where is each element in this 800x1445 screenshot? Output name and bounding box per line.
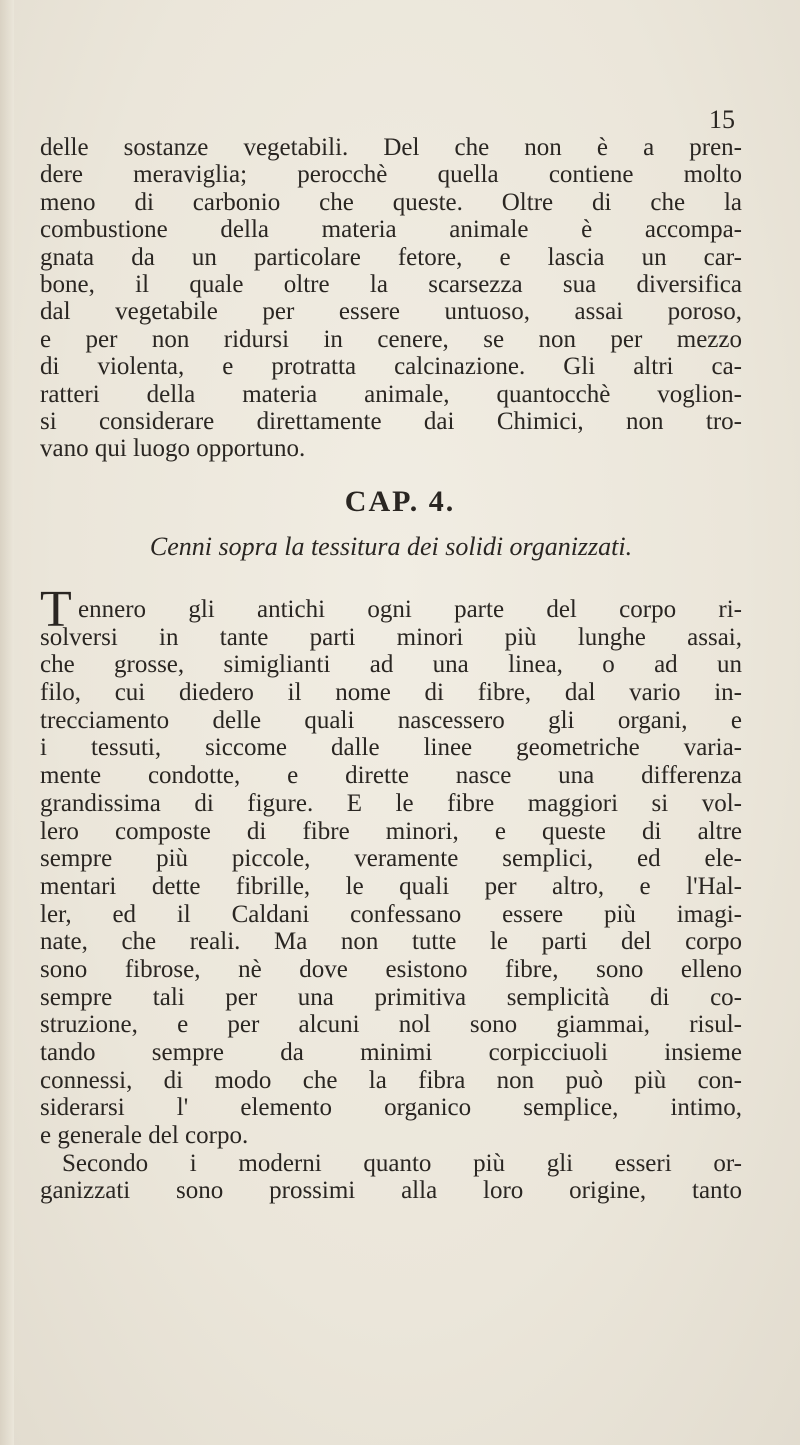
text-line: bone, il quale oltre la scarsezza sua diversifica: [40, 270, 742, 298]
text-line: vano qui luogo opportuno.: [40, 435, 306, 463]
paragraph-2: [40, 581, 742, 1205]
text-line: mentari dette fibrille, le quali per altro, e l'Hal-: [40, 872, 742, 900]
text-line: tando sempre da minimi corpicciuoli insieme: [40, 1039, 742, 1066]
page-binding-edge: [0, 0, 14, 1445]
text-line: che grosse, simiglianti ad una linea, o ad un: [40, 651, 742, 679]
text-line: mente condotte, e dirette nasce una differenza: [40, 762, 742, 790]
chapter-heading: CAP. 4.: [344, 485, 456, 518]
page-number: 15: [709, 105, 735, 134]
text-line: ganizzati sono prossimi alla loro origine, tanto: [40, 1177, 742, 1205]
paragraph-1: [40, 134, 742, 463]
text-line: ratteri della materia animale, quantocchè voglion-: [40, 380, 742, 408]
text-line: delle sostanze vegetabili. Del che non è a pren-: [40, 134, 742, 161]
text-line: ler, ed il Caldani confessano essere più imagi-: [40, 900, 742, 928]
text-line: di violenta, e protratta calcinazione. Gli altri ca-: [40, 353, 742, 381]
text-line: solversi in tante parti minori più lunghe assai,: [40, 623, 742, 651]
text-line: dere meraviglia; perocchè quella contiene molto: [40, 161, 742, 189]
text-line: ennero gli antichi ogni parte del corpo ri-: [78, 596, 742, 623]
text-line: e generale del corpo.: [40, 1122, 249, 1150]
text-line: Secondo i moderni quanto più gli esseri or-: [62, 1149, 742, 1177]
text-line: sono fibrose, nè dove esistono fibre, sono elleno: [40, 955, 742, 983]
drop-cap: T: [40, 581, 72, 638]
text-line: combustione della materia animale è accompa-: [40, 216, 742, 244]
text-line: connessi, di modo che la fibra non può più con-: [40, 1066, 742, 1094]
text-line: dal vegetabile per essere untuoso, assai poroso,: [40, 298, 742, 326]
text-line: struzione, e per alcuni nol sono giammai, risul-: [40, 1011, 742, 1039]
text-line: siderarsi l' elemento organico semplice, intimo,: [40, 1094, 742, 1122]
text-line: i tessuti, siccome dalle linee geometriche varia-: [40, 734, 742, 762]
text-line: sempre tali per una primitiva semplicità di co-: [40, 983, 742, 1011]
text-line: lero composte di fibre minori, e queste di altre: [40, 817, 742, 845]
text-line: si considerare direttamente dai Chimici, non tro-: [40, 407, 742, 435]
text-line: filo, cui diedero il nome di fibre, dal vario in-: [40, 679, 742, 707]
text-line: meno di carbonio che queste. Oltre di che la: [40, 188, 742, 216]
text-line: sempre più piccole, veramente semplici, ed ele-: [40, 845, 742, 873]
chapter-subtitle: Cenni sopra la tessitura dei solidi organizzati.: [149, 532, 633, 561]
text-line: e per non ridursi in cenere, se non per mezzo: [40, 325, 742, 353]
text-line: trecciamento delle quali nascessero gli organi, e: [40, 706, 742, 734]
text-line: grandissima di figure. E le fibre maggiori si vol-: [40, 789, 742, 817]
text-line: gnata da un particolare fetore, e lascia un car-: [40, 243, 742, 271]
text-line: nate, che reali. Ma non tutte le parti del corpo: [40, 928, 742, 956]
